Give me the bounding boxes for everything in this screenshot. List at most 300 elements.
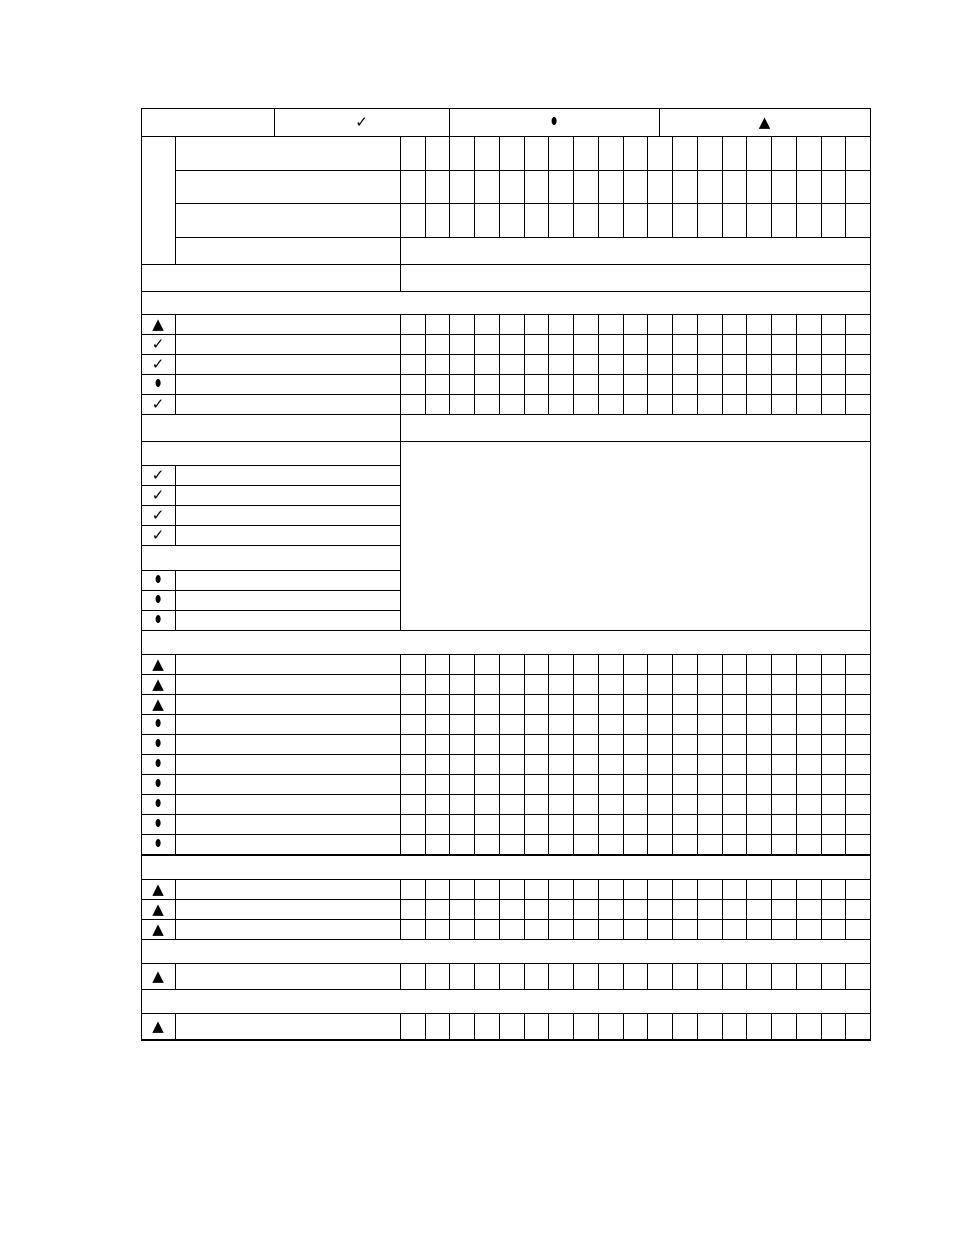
group1-row-3-cell-10[interactable] xyxy=(623,354,649,375)
group4-row-2-cell-7[interactable] xyxy=(548,899,574,920)
group1-row-1-cell-18[interactable] xyxy=(821,314,847,335)
group3-label-field-7[interactable] xyxy=(175,774,401,795)
group3-row-7-cell-19[interactable] xyxy=(845,774,871,795)
group1-row-2-cell-4[interactable] xyxy=(474,334,500,355)
drop-label-field-1[interactable] xyxy=(175,570,401,591)
group3-row-10-cell-16[interactable] xyxy=(771,834,797,855)
group3-row-10-cell-3[interactable] xyxy=(449,834,475,855)
group1-row-3-cell-3[interactable] xyxy=(449,354,475,375)
group3-row-3-cell-19[interactable] xyxy=(845,694,871,715)
group1-row-3-cell-11[interactable] xyxy=(647,354,673,375)
group3-row-9-cell-11[interactable] xyxy=(647,814,673,835)
group4-row-1-cell-3[interactable] xyxy=(449,879,475,900)
group1-row-1-cell-14[interactable] xyxy=(722,314,748,335)
group6-label-field-1[interactable] xyxy=(175,1013,401,1040)
group3-row-6-cell-7[interactable] xyxy=(548,754,574,775)
group1-row-2-cell-6[interactable] xyxy=(524,334,550,355)
group3-row-10-cell-17[interactable] xyxy=(796,834,822,855)
group3-row-4-cell-4[interactable] xyxy=(474,714,500,735)
group1-row-2-cell-18[interactable] xyxy=(821,334,847,355)
group4-row-3-cell-8[interactable] xyxy=(573,919,599,940)
top-row-3-cell-18[interactable] xyxy=(821,203,847,238)
group4-row-3-cell-1[interactable] xyxy=(400,919,426,940)
group3-label-field-9[interactable] xyxy=(175,814,401,835)
top-row-1-cell-12[interactable] xyxy=(672,136,698,171)
group3-row-9-cell-8[interactable] xyxy=(573,814,599,835)
top-row-2-cell-5[interactable] xyxy=(499,170,525,204)
group3-row-10-cell-2[interactable] xyxy=(425,834,451,855)
group4-row-3-cell-5[interactable] xyxy=(499,919,525,940)
group1-row-2-cell-11[interactable] xyxy=(647,334,673,355)
group1-row-5-cell-13[interactable] xyxy=(697,394,723,415)
group3-row-10-cell-1[interactable] xyxy=(400,834,426,855)
group3-row-8-cell-13[interactable] xyxy=(697,794,723,815)
group3-row-4-cell-18[interactable] xyxy=(821,714,847,735)
group5-label-field-1[interactable] xyxy=(175,963,401,990)
info-label-field[interactable] xyxy=(141,264,401,292)
group3-row-6-cell-15[interactable] xyxy=(746,754,772,775)
group4-row-3-cell-9[interactable] xyxy=(598,919,624,940)
group1-row-5-cell-15[interactable] xyxy=(746,394,772,415)
group3-row-6-cell-4[interactable] xyxy=(474,754,500,775)
group3-row-2-cell-9[interactable] xyxy=(598,674,624,695)
group3-row-7-cell-17[interactable] xyxy=(796,774,822,795)
group5-row-1-cell-10[interactable] xyxy=(623,963,649,990)
group6-row-1-cell-19[interactable] xyxy=(845,1013,871,1040)
check-label-field-2[interactable] xyxy=(175,485,401,506)
group1-row-1-cell-2[interactable] xyxy=(425,314,451,335)
group3-row-2-cell-7[interactable] xyxy=(548,674,574,695)
group3-row-8-cell-5[interactable] xyxy=(499,794,525,815)
group3-label-field-5[interactable] xyxy=(175,734,401,755)
group4-row-1-cell-9[interactable] xyxy=(598,879,624,900)
top-row-2-cell-19[interactable] xyxy=(845,170,871,204)
group1-row-3-cell-5[interactable] xyxy=(499,354,525,375)
group1-row-2-cell-3[interactable] xyxy=(449,334,475,355)
group3-row-3-cell-11[interactable] xyxy=(647,694,673,715)
group1-row-4-cell-4[interactable] xyxy=(474,374,500,395)
group3-row-4-cell-15[interactable] xyxy=(746,714,772,735)
group3-row-5-cell-14[interactable] xyxy=(722,734,748,755)
group1-row-3-cell-18[interactable] xyxy=(821,354,847,375)
group1-row-3-cell-1[interactable] xyxy=(400,354,426,375)
top-row-1-cell-4[interactable] xyxy=(474,136,500,171)
group3-row-8-cell-11[interactable] xyxy=(647,794,673,815)
group3-row-5-cell-7[interactable] xyxy=(548,734,574,755)
group1-row-5-cell-16[interactable] xyxy=(771,394,797,415)
top-row-2-cell-12[interactable] xyxy=(672,170,698,204)
group1-row-4-cell-1[interactable] xyxy=(400,374,426,395)
group3-row-6-cell-5[interactable] xyxy=(499,754,525,775)
group3-row-4-cell-17[interactable] xyxy=(796,714,822,735)
section-label-2[interactable] xyxy=(141,414,401,442)
group1-row-3-cell-14[interactable] xyxy=(722,354,748,375)
top-row-2-cell-9[interactable] xyxy=(598,170,624,204)
group4-row-2-cell-14[interactable] xyxy=(722,899,748,920)
group4-row-1-cell-18[interactable] xyxy=(821,879,847,900)
group3-row-7-cell-14[interactable] xyxy=(722,774,748,795)
group4-row-1-cell-11[interactable] xyxy=(647,879,673,900)
group5-row-1-cell-8[interactable] xyxy=(573,963,599,990)
group4-row-3-cell-12[interactable] xyxy=(672,919,698,940)
group3-row-8-cell-6[interactable] xyxy=(524,794,550,815)
group3-row-1-cell-15[interactable] xyxy=(746,654,772,675)
group3-row-2-cell-6[interactable] xyxy=(524,674,550,695)
group3-row-9-cell-3[interactable] xyxy=(449,814,475,835)
group4-row-1-cell-17[interactable] xyxy=(796,879,822,900)
group3-row-4-cell-10[interactable] xyxy=(623,714,649,735)
group4-row-2-cell-3[interactable] xyxy=(449,899,475,920)
group3-row-3-cell-18[interactable] xyxy=(821,694,847,715)
group3-row-6-cell-19[interactable] xyxy=(845,754,871,775)
group4-label-field-2[interactable] xyxy=(175,899,401,920)
group5-row-1-cell-5[interactable] xyxy=(499,963,525,990)
group1-row-5-cell-9[interactable] xyxy=(598,394,624,415)
group6-row-1-cell-14[interactable] xyxy=(722,1013,748,1040)
group4-row-3-cell-7[interactable] xyxy=(548,919,574,940)
top-row-2-cell-6[interactable] xyxy=(524,170,550,204)
group3-row-6-cell-18[interactable] xyxy=(821,754,847,775)
top-row-3-cell-2[interactable] xyxy=(425,203,451,238)
group6-row-1-cell-18[interactable] xyxy=(821,1013,847,1040)
top-row-2-cell-16[interactable] xyxy=(771,170,797,204)
group1-row-3-cell-8[interactable] xyxy=(573,354,599,375)
group1-label-field-5[interactable] xyxy=(175,394,401,415)
top-row-3-cell-13[interactable] xyxy=(697,203,723,238)
group1-row-1-cell-10[interactable] xyxy=(623,314,649,335)
group3-row-3-cell-2[interactable] xyxy=(425,694,451,715)
group3-row-3-cell-14[interactable] xyxy=(722,694,748,715)
group4-label-field-1[interactable] xyxy=(175,879,401,900)
group3-row-7-cell-3[interactable] xyxy=(449,774,475,795)
group3-row-5-cell-2[interactable] xyxy=(425,734,451,755)
group1-row-5-cell-2[interactable] xyxy=(425,394,451,415)
group3-row-2-cell-1[interactable] xyxy=(400,674,426,695)
info-wide-field[interactable] xyxy=(400,264,871,292)
group4-row-3-cell-3[interactable] xyxy=(449,919,475,940)
group1-row-5-cell-6[interactable] xyxy=(524,394,550,415)
group3-row-2-cell-11[interactable] xyxy=(647,674,673,695)
group4-row-1-cell-12[interactable] xyxy=(672,879,698,900)
group5-row-1-cell-7[interactable] xyxy=(548,963,574,990)
group1-row-3-cell-6[interactable] xyxy=(524,354,550,375)
top-row-1-cell-9[interactable] xyxy=(598,136,624,171)
top-row-3-cell-16[interactable] xyxy=(771,203,797,238)
group1-row-3-cell-9[interactable] xyxy=(598,354,624,375)
group1-row-1-cell-9[interactable] xyxy=(598,314,624,335)
group4-row-2-cell-8[interactable] xyxy=(573,899,599,920)
top-row-1-cell-17[interactable] xyxy=(796,136,822,171)
group3-label-field-4[interactable] xyxy=(175,714,401,735)
group4-row-3-cell-13[interactable] xyxy=(697,919,723,940)
group6-row-1-cell-17[interactable] xyxy=(796,1013,822,1040)
group1-row-4-cell-7[interactable] xyxy=(548,374,574,395)
group1-row-4-cell-8[interactable] xyxy=(573,374,599,395)
group1-row-5-cell-8[interactable] xyxy=(573,394,599,415)
group3-row-4-cell-7[interactable] xyxy=(548,714,574,735)
group5-row-1-cell-2[interactable] xyxy=(425,963,451,990)
top-row-2-cell-4[interactable] xyxy=(474,170,500,204)
top-row-3-cell-12[interactable] xyxy=(672,203,698,238)
top-row-3-cell-15[interactable] xyxy=(746,203,772,238)
group1-row-2-cell-12[interactable] xyxy=(672,334,698,355)
group1-row-4-cell-10[interactable] xyxy=(623,374,649,395)
top-row-1-cell-19[interactable] xyxy=(845,136,871,171)
group3-row-9-cell-17[interactable] xyxy=(796,814,822,835)
group3-row-4-cell-8[interactable] xyxy=(573,714,599,735)
group6-row-1-cell-15[interactable] xyxy=(746,1013,772,1040)
top-row-3-cell-6[interactable] xyxy=(524,203,550,238)
group1-label-field-3[interactable] xyxy=(175,354,401,375)
group3-row-4-cell-13[interactable] xyxy=(697,714,723,735)
group3-row-10-cell-14[interactable] xyxy=(722,834,748,855)
group4-row-1-cell-14[interactable] xyxy=(722,879,748,900)
group6-row-1-cell-2[interactable] xyxy=(425,1013,451,1040)
group3-row-3-cell-1[interactable] xyxy=(400,694,426,715)
group3-row-3-cell-10[interactable] xyxy=(623,694,649,715)
group3-row-2-cell-12[interactable] xyxy=(672,674,698,695)
group3-row-7-cell-5[interactable] xyxy=(499,774,525,795)
group4-row-2-cell-9[interactable] xyxy=(598,899,624,920)
top-row-1-cell-5[interactable] xyxy=(499,136,525,171)
group3-row-10-cell-10[interactable] xyxy=(623,834,649,855)
group1-row-2-cell-16[interactable] xyxy=(771,334,797,355)
group3-row-2-cell-10[interactable] xyxy=(623,674,649,695)
group4-row-3-cell-15[interactable] xyxy=(746,919,772,940)
top-row-1-cell-6[interactable] xyxy=(524,136,550,171)
group4-row-2-cell-10[interactable] xyxy=(623,899,649,920)
group4-row-2-cell-4[interactable] xyxy=(474,899,500,920)
group3-row-7-cell-8[interactable] xyxy=(573,774,599,795)
group3-row-10-cell-12[interactable] xyxy=(672,834,698,855)
comments-area[interactable] xyxy=(400,441,871,631)
group1-row-2-cell-10[interactable] xyxy=(623,334,649,355)
check-label-field-3[interactable] xyxy=(175,505,401,526)
group3-row-5-cell-16[interactable] xyxy=(771,734,797,755)
group6-row-1-cell-4[interactable] xyxy=(474,1013,500,1040)
drop-label-field-3[interactable] xyxy=(175,610,401,631)
group3-row-1-cell-1[interactable] xyxy=(400,654,426,675)
group3-row-6-cell-13[interactable] xyxy=(697,754,723,775)
group3-row-4-cell-1[interactable] xyxy=(400,714,426,735)
group3-row-5-cell-5[interactable] xyxy=(499,734,525,755)
group3-row-10-cell-19[interactable] xyxy=(845,834,871,855)
group5-row-1-cell-12[interactable] xyxy=(672,963,698,990)
group5-row-1-cell-3[interactable] xyxy=(449,963,475,990)
group3-row-5-cell-1[interactable] xyxy=(400,734,426,755)
group1-row-2-cell-14[interactable] xyxy=(722,334,748,355)
group1-row-4-cell-18[interactable] xyxy=(821,374,847,395)
group5-row-1-cell-1[interactable] xyxy=(400,963,426,990)
group1-row-2-cell-15[interactable] xyxy=(746,334,772,355)
group3-row-5-cell-3[interactable] xyxy=(449,734,475,755)
group1-row-3-cell-4[interactable] xyxy=(474,354,500,375)
group1-row-4-cell-11[interactable] xyxy=(647,374,673,395)
group3-row-9-cell-10[interactable] xyxy=(623,814,649,835)
group1-label-field-1[interactable] xyxy=(175,314,401,335)
top-row-3-cell-4[interactable] xyxy=(474,203,500,238)
group3-row-3-cell-15[interactable] xyxy=(746,694,772,715)
group3-label-field-2[interactable] xyxy=(175,674,401,695)
group3-row-2-cell-18[interactable] xyxy=(821,674,847,695)
group3-row-8-cell-8[interactable] xyxy=(573,794,599,815)
top-row-1-cell-2[interactable] xyxy=(425,136,451,171)
group4-row-2-cell-11[interactable] xyxy=(647,899,673,920)
group1-row-5-cell-5[interactable] xyxy=(499,394,525,415)
group3-row-10-cell-6[interactable] xyxy=(524,834,550,855)
group3-row-2-cell-3[interactable] xyxy=(449,674,475,695)
group1-row-1-cell-15[interactable] xyxy=(746,314,772,335)
group4-row-2-cell-16[interactable] xyxy=(771,899,797,920)
group4-row-1-cell-19[interactable] xyxy=(845,879,871,900)
group3-row-10-cell-11[interactable] xyxy=(647,834,673,855)
group1-row-2-cell-9[interactable] xyxy=(598,334,624,355)
group3-row-3-cell-16[interactable] xyxy=(771,694,797,715)
group4-row-2-cell-17[interactable] xyxy=(796,899,822,920)
group3-row-2-cell-8[interactable] xyxy=(573,674,599,695)
top-row-1-cell-15[interactable] xyxy=(746,136,772,171)
group3-row-3-cell-13[interactable] xyxy=(697,694,723,715)
group3-row-9-cell-4[interactable] xyxy=(474,814,500,835)
group4-row-2-cell-5[interactable] xyxy=(499,899,525,920)
group3-row-7-cell-4[interactable] xyxy=(474,774,500,795)
group1-row-2-cell-2[interactable] xyxy=(425,334,451,355)
group3-row-2-cell-17[interactable] xyxy=(796,674,822,695)
group3-row-2-cell-16[interactable] xyxy=(771,674,797,695)
group3-row-2-cell-2[interactable] xyxy=(425,674,451,695)
group1-row-3-cell-15[interactable] xyxy=(746,354,772,375)
top-row-3-cell-14[interactable] xyxy=(722,203,748,238)
group6-row-1-cell-6[interactable] xyxy=(524,1013,550,1040)
group5-row-1-cell-9[interactable] xyxy=(598,963,624,990)
group4-row-2-cell-12[interactable] xyxy=(672,899,698,920)
group6-row-1-cell-13[interactable] xyxy=(697,1013,723,1040)
group1-row-2-cell-17[interactable] xyxy=(796,334,822,355)
group3-row-1-cell-8[interactable] xyxy=(573,654,599,675)
group3-row-10-cell-5[interactable] xyxy=(499,834,525,855)
group3-row-1-cell-19[interactable] xyxy=(845,654,871,675)
group3-row-10-cell-8[interactable] xyxy=(573,834,599,855)
group3-row-10-cell-15[interactable] xyxy=(746,834,772,855)
group3-row-6-cell-16[interactable] xyxy=(771,754,797,775)
group1-row-4-cell-12[interactable] xyxy=(672,374,698,395)
section-wide-field-2[interactable] xyxy=(400,414,871,442)
group3-row-7-cell-2[interactable] xyxy=(425,774,451,795)
group3-row-7-cell-18[interactable] xyxy=(821,774,847,795)
group3-row-1-cell-10[interactable] xyxy=(623,654,649,675)
top-row-3-cell-11[interactable] xyxy=(647,203,673,238)
group3-row-8-cell-19[interactable] xyxy=(845,794,871,815)
group1-row-5-cell-19[interactable] xyxy=(845,394,871,415)
group6-row-1-cell-10[interactable] xyxy=(623,1013,649,1040)
top-row-2-cell-15[interactable] xyxy=(746,170,772,204)
drop-label-field-2[interactable] xyxy=(175,590,401,611)
group3-row-8-cell-1[interactable] xyxy=(400,794,426,815)
group3-row-9-cell-14[interactable] xyxy=(722,814,748,835)
top-row-3-cell-1[interactable] xyxy=(400,203,426,238)
top-row-1-cell-8[interactable] xyxy=(573,136,599,171)
group1-row-5-cell-1[interactable] xyxy=(400,394,426,415)
check-label-field-4[interactable] xyxy=(175,525,401,546)
group3-row-6-cell-2[interactable] xyxy=(425,754,451,775)
group6-row-1-cell-7[interactable] xyxy=(548,1013,574,1040)
group5-row-1-cell-16[interactable] xyxy=(771,963,797,990)
top-row-2-cell-17[interactable] xyxy=(796,170,822,204)
group3-row-1-cell-14[interactable] xyxy=(722,654,748,675)
group3-row-6-cell-10[interactable] xyxy=(623,754,649,775)
group5-row-1-cell-11[interactable] xyxy=(647,963,673,990)
group3-row-8-cell-12[interactable] xyxy=(672,794,698,815)
group3-row-5-cell-19[interactable] xyxy=(845,734,871,755)
group3-row-8-cell-16[interactable] xyxy=(771,794,797,815)
group3-row-2-cell-5[interactable] xyxy=(499,674,525,695)
group1-row-1-cell-1[interactable] xyxy=(400,314,426,335)
group1-row-5-cell-12[interactable] xyxy=(672,394,698,415)
group5-row-1-cell-6[interactable] xyxy=(524,963,550,990)
group3-row-9-cell-12[interactable] xyxy=(672,814,698,835)
group4-row-1-cell-15[interactable] xyxy=(746,879,772,900)
top-label-field-1[interactable] xyxy=(175,136,401,171)
group5-row-1-cell-19[interactable] xyxy=(845,963,871,990)
group3-row-2-cell-15[interactable] xyxy=(746,674,772,695)
group3-row-2-cell-4[interactable] xyxy=(474,674,500,695)
group6-row-1-cell-8[interactable] xyxy=(573,1013,599,1040)
top-row-1-cell-13[interactable] xyxy=(697,136,723,171)
group1-row-2-cell-1[interactable] xyxy=(400,334,426,355)
group3-row-1-cell-18[interactable] xyxy=(821,654,847,675)
group3-row-8-cell-18[interactable] xyxy=(821,794,847,815)
group5-row-1-cell-4[interactable] xyxy=(474,963,500,990)
group4-row-1-cell-1[interactable] xyxy=(400,879,426,900)
group3-row-4-cell-6[interactable] xyxy=(524,714,550,735)
group3-row-9-cell-13[interactable] xyxy=(697,814,723,835)
group3-row-3-cell-12[interactable] xyxy=(672,694,698,715)
group4-row-2-cell-1[interactable] xyxy=(400,899,426,920)
group3-row-9-cell-7[interactable] xyxy=(548,814,574,835)
group4-row-3-cell-17[interactable] xyxy=(796,919,822,940)
group3-row-5-cell-18[interactable] xyxy=(821,734,847,755)
group1-row-5-cell-10[interactable] xyxy=(623,394,649,415)
group4-row-1-cell-7[interactable] xyxy=(548,879,574,900)
group3-row-10-cell-7[interactable] xyxy=(548,834,574,855)
group1-row-4-cell-15[interactable] xyxy=(746,374,772,395)
group1-row-5-cell-14[interactable] xyxy=(722,394,748,415)
group3-row-4-cell-9[interactable] xyxy=(598,714,624,735)
group1-row-5-cell-18[interactable] xyxy=(821,394,847,415)
group1-row-5-cell-7[interactable] xyxy=(548,394,574,415)
group1-row-3-cell-7[interactable] xyxy=(548,354,574,375)
group3-row-3-cell-4[interactable] xyxy=(474,694,500,715)
top-row-3-cell-3[interactable] xyxy=(449,203,475,238)
group1-row-5-cell-3[interactable] xyxy=(449,394,475,415)
group3-label-field-8[interactable] xyxy=(175,794,401,815)
group5-row-1-cell-17[interactable] xyxy=(796,963,822,990)
group3-row-3-cell-7[interactable] xyxy=(548,694,574,715)
group4-row-1-cell-10[interactable] xyxy=(623,879,649,900)
group3-row-4-cell-12[interactable] xyxy=(672,714,698,735)
group3-row-9-cell-18[interactable] xyxy=(821,814,847,835)
group3-row-2-cell-13[interactable] xyxy=(697,674,723,695)
top-row-2-cell-13[interactable] xyxy=(697,170,723,204)
group1-row-1-cell-13[interactable] xyxy=(697,314,723,335)
group3-row-5-cell-4[interactable] xyxy=(474,734,500,755)
group3-row-9-cell-2[interactable] xyxy=(425,814,451,835)
group3-row-6-cell-6[interactable] xyxy=(524,754,550,775)
group3-row-9-cell-6[interactable] xyxy=(524,814,550,835)
group3-row-1-cell-7[interactable] xyxy=(548,654,574,675)
group3-label-field-10[interactable] xyxy=(175,834,401,855)
top-row-3-cell-8[interactable] xyxy=(573,203,599,238)
